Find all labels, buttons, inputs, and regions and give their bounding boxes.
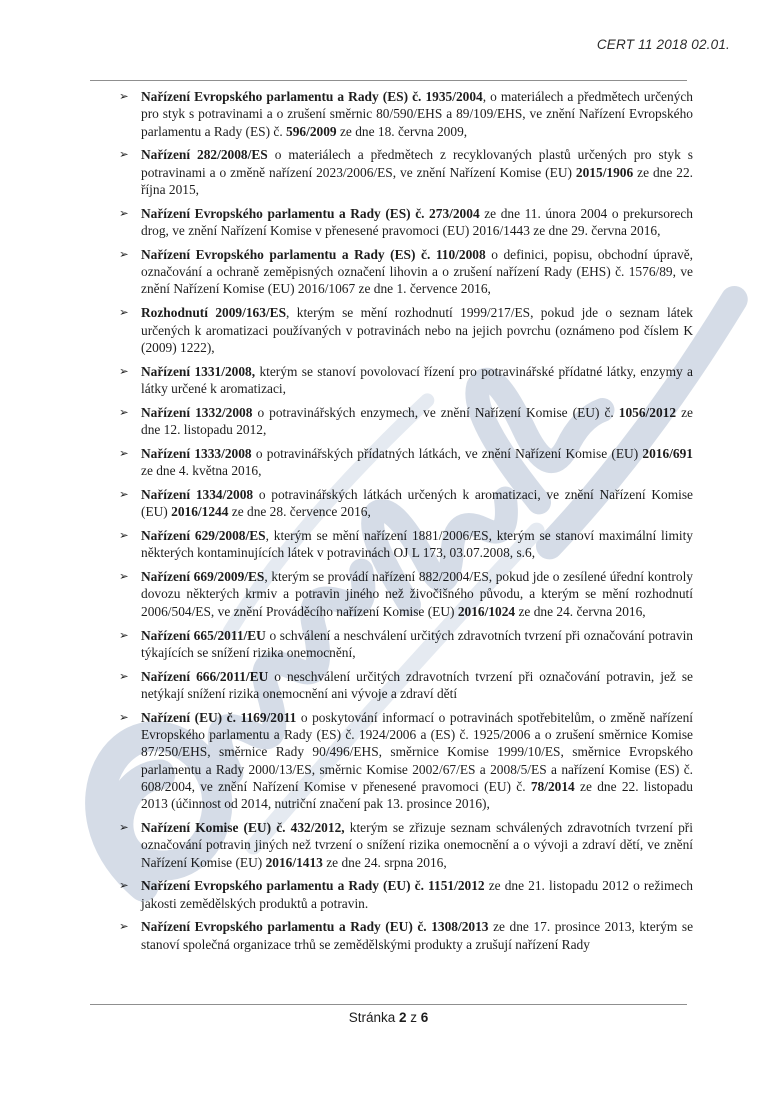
regulation-text: Nařízení 1333/2008 o potravinářských přídatných látkách, ve znění Nařízení Komise (EU) 2016/691 ze dne 4. května 2016,: [141, 445, 693, 479]
arrow-bullet-icon: ➢: [119, 711, 129, 724]
arrow-bullet-icon: ➢: [119, 365, 129, 378]
arrow-bullet-icon: ➢: [119, 670, 129, 683]
footer-divider: [90, 1004, 687, 1005]
page-number: [0, 1010, 777, 1025]
arrow-bullet-icon: ➢: [119, 91, 129, 103]
document-code: CERT 11 2018 02.01.: [596, 37, 730, 52]
arrow-bullet-icon: ➢: [119, 880, 129, 893]
list-item: [119, 486, 693, 521]
regulation-text: Nařízení 629/2008/ES, kterým se mění nařízení 1881/2006/ES, kterým se stanoví maximální limity některých kontaminujících látek v potravinách OJ L 173, 03.07.2008, s.6,: [141, 528, 694, 561]
regulation-text: Nařízení 282/2008/ES o materiálech a předmětech z recyklovaných plastů určených pro styk s potravinami a o změně nařízení 2023/2006/ES, ve znění Nařízení Komise (EU) 2015/1906 ze dne 22. října 2015,: [141, 147, 693, 197]
list-item: [119, 918, 693, 953]
page-number-separator: z: [410, 1010, 418, 1025]
arrow-bullet-icon: ➢: [119, 447, 129, 460]
arrow-bullet-icon: ➢: [119, 248, 129, 261]
arrow-bullet-icon: ➢: [119, 307, 129, 320]
arrow-bullet-icon: ➢: [119, 530, 129, 543]
regulation-text: Rozhodnutí 2009/163/ES, kterým se mění rozhodnutí 1999/217/ES, pokud jde o seznam látek určených k aromatizaci používaných v potravinách nebo na jejich povrchu (oznámeno pod číslem K (2009) 1222),: [141, 305, 694, 355]
regulation-text: Nařízení Evropského parlamentu a Rady (ES) č. 110/2008 o definici, popisu, obchodní úpravě, označování a ochraně zeměpisných označení lihovin a o zrušení nařízení Rady (EHS) č. 1576/89, ve znění Nařízení Komise (EU) 2016/1067 ze dne 1. července 2016,: [141, 246, 694, 297]
list-item: [119, 205, 693, 240]
list-item: [119, 668, 693, 703]
arrow-bullet-icon: ➢: [119, 406, 129, 419]
list-item: [119, 246, 693, 298]
regulation-list: [119, 88, 693, 960]
arrow-bullet-icon: ➢: [119, 571, 129, 584]
list-item: [119, 304, 693, 356]
header-divider: [90, 80, 687, 81]
list-item: [119, 146, 693, 198]
page-number-label: Stránka: [348, 1010, 396, 1025]
arrow-bullet-icon: ➢: [119, 629, 129, 642]
list-item: [119, 363, 693, 398]
regulation-text: Nařízení Evropského parlamentu a Rady (ES) č. 1935/2004, o materiálech a předmětech určených pro styk s potravinami a o zrušení směrnic 80/590/EHS a 89/109/EHS, ve znění Nařízení Evropského parlamentu a Rady (ES) č. 596/2009 ze dne 18. června 2009,: [141, 89, 694, 139]
list-item: [119, 445, 693, 480]
list-item: [119, 527, 693, 562]
regulation-text: Nařízení 669/2009/ES, kterým se provádí nařízení 882/2004/ES, pokud jde o zesílené úřední kontroly dovozu některých krmiv a potravin jiného než živočišného původu, a kterým se mění rozhodnutí 2006/504/ES, ve znění Prováděcího nařízení Komise (EU) 2016/1024 ze dne 24. června 2016,: [141, 569, 693, 619]
regulation-text: Nařízení (EU) č. 1169/2011 o poskytování informací o potravinách spotřebitelům, o změně nařízení Evropského parlamentu a Rady (ES) č. 1924/2006 a (ES) č. 1925/2006 a o zrušení směrnice Komise 87/250/EHS, směrnice Rady 90/496/EHS, směrnice Komise 1999/10/ES, směrnice Evropského parlamentu a Rady 2000/13/ES, směrnic Komise 2002/67/ES a 2008/5/ES a nařízení Komise (ES) č. 608/2004, ve znění Nařízení Komise v přenesené pravomoci (EU) č. 78/2014 ze dne 22. listopadu 2013 (účinnost od 2014, nutriční značení pak 13. prosince 2016),: [141, 709, 693, 812]
arrow-bullet-icon: ➢: [119, 821, 129, 834]
regulation-text: Nařízení Evropského parlamentu a Rady (EU) č. 1308/2013 ze dne 17. prosince 2013, kterým se stanoví společná organizace trhů se zemědělskými produkty a zrušují nařízení Rady: [141, 919, 694, 952]
list-item: [119, 88, 693, 140]
total-pages: 6: [420, 1010, 429, 1025]
list-item: [119, 709, 693, 813]
regulation-text: Nařízení 1334/2008 o potravinářských látkách určených k aromatizaci, ve znění Nařízení Komise (EU) 2016/1244 ze dne 28. července 2016,: [141, 486, 693, 520]
list-item: [119, 819, 693, 871]
list-item: [119, 877, 693, 912]
regulation-text: Nařízení Evropského parlamentu a Rady (EU) č. 1151/2012 ze dne 21. listopadu 2012 o režimech jakosti zemědělských produktů a potravin.: [141, 878, 693, 911]
regulation-text: Nařízení Evropského parlamentu a Rady (ES) č. 273/2004 ze dne 11. února 2004 o prekursorech drog, ve znění Nařízení Komise v přenesené pravomoci (EU) 2016/1443 ze dne 29. června 2016,: [141, 205, 693, 239]
list-item: [119, 404, 693, 439]
current-page: 2: [398, 1010, 407, 1025]
arrow-bullet-icon: ➢: [119, 149, 129, 162]
arrow-bullet-icon: ➢: [119, 207, 129, 220]
regulation-text: Nařízení 1332/2008 o potravinářských enzymech, ve znění Nařízení Komise (EU) č. 1056/2012 ze dne 12. listopadu 2012,: [141, 404, 693, 438]
regulation-text: Nařízení 665/2011/EU o schválení a neschválení určitých zdravotních tvrzení při označování potravin týkajících se snížení rizika onemocnění,: [141, 627, 693, 660]
list-item: [119, 627, 693, 662]
arrow-bullet-icon: ➢: [119, 488, 129, 501]
regulation-text: Nařízení 1331/2008, kterým se stanoví povolovací řízení pro potravinářské přídatné látky, enzymy a látky určené k aromatizaci,: [141, 363, 693, 396]
regulation-text: Nařízení Komise (EU) č. 432/2012, kterým se zřizuje seznam schválených zdravotních tvrzení při označování potravin jiných než tvrzení o snížení rizika onemocnění a o vývoji a zdraví dětí, ve znění Nařízení Komise (EU) 2016/1413 ze dne 24. srpna 2016,: [141, 819, 693, 870]
arrow-bullet-icon: ➢: [119, 921, 129, 934]
list-item: [119, 568, 693, 620]
regulation-text: Nařízení 666/2011/EU o neschválení určitých zdravotních tvrzení při označování potravin, jež se netýkají snížení rizika onemocnění ani vývoje a zdraví dětí: [141, 668, 693, 701]
